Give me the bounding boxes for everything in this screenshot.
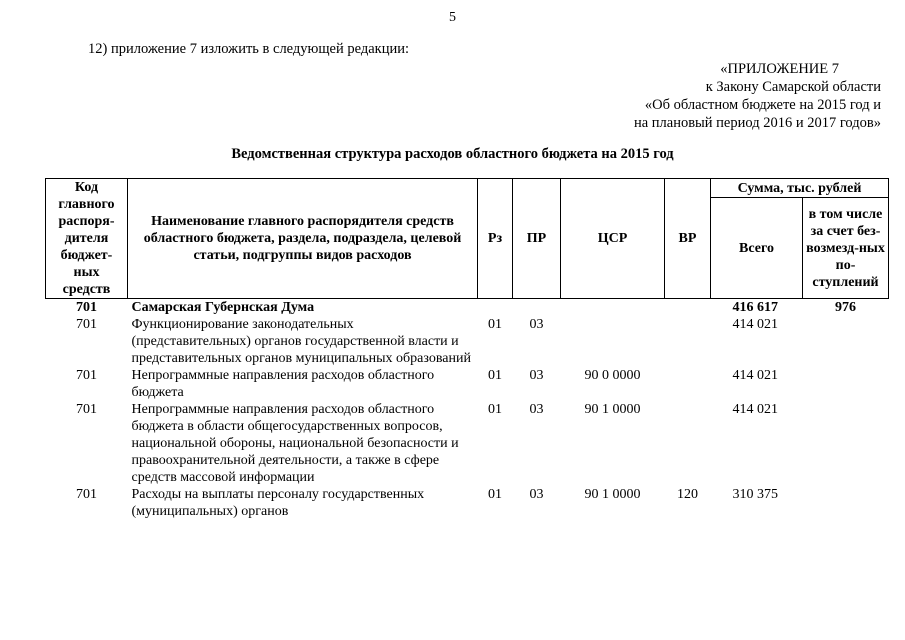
appendix-line: «Об областном бюджете на 2015 год и xyxy=(644,97,881,113)
cell-vr xyxy=(665,401,711,486)
cell-incl xyxy=(803,367,889,401)
budget-table xyxy=(45,178,889,520)
table-row xyxy=(46,486,889,520)
cell-name: Непрограммные направления расходов областного бюджета в области общегосударственных вопросов, национальной обороны, национальной безопасности и правоохранительной деятельности, а также в сфере средств массовой информации xyxy=(131,402,459,485)
cell-rz: 01 xyxy=(488,368,502,383)
header-name: Наименование главного распорядителя средств областного бюджета, раздела, подраздела, целевой статьи, подгруппы видов расходов xyxy=(128,179,478,299)
appendix-line: на плановый период 2016 и 2017 годов» xyxy=(633,115,881,131)
cell-code: 701 xyxy=(76,487,97,502)
header-code: Код главного распоря-дителя бюджет-ных средств xyxy=(46,179,128,299)
cell-rz xyxy=(478,299,513,317)
cell-pr: 03 xyxy=(529,317,544,332)
cell-total: 414 021 xyxy=(732,368,778,383)
cell-pr: 03 xyxy=(529,402,544,417)
header-sum-group: Сумма, тыс. рублей xyxy=(711,179,889,198)
cell-code: 701 xyxy=(76,402,97,417)
header-rz: Рз xyxy=(478,179,513,299)
cell-csr xyxy=(561,299,665,317)
cell-csr: 90 1 0000 xyxy=(584,402,641,417)
cell-total: 310 375 xyxy=(732,487,778,502)
cell-code: 701 xyxy=(76,368,97,383)
appendix-header xyxy=(634,60,881,132)
header-vr: ВР xyxy=(665,179,711,299)
cell-name: Расходы на выплаты персоналу государственных (муниципальных) органов xyxy=(131,487,425,519)
cell-rz: 01 xyxy=(488,402,502,417)
cell-incl xyxy=(803,401,889,486)
cell-csr: 90 1 0000 xyxy=(584,487,641,502)
cell-pr xyxy=(513,299,561,317)
cell-total: 414 021 xyxy=(732,402,778,417)
cell-incl xyxy=(803,486,889,520)
cell-csr xyxy=(561,316,665,367)
header-pr: ПР xyxy=(513,179,561,299)
header-total: Всего xyxy=(711,198,803,299)
table-body xyxy=(46,299,889,521)
cell-rz: 01 xyxy=(488,487,502,502)
header-csr: ЦСР xyxy=(561,179,665,299)
cell-name: Самарская Губернская Дума xyxy=(131,300,315,315)
table-row xyxy=(46,367,889,401)
cell-total: 414 021 xyxy=(732,317,778,332)
page-number: 5 xyxy=(449,10,456,25)
cell-incl: 976 xyxy=(835,300,856,315)
cell-pr: 03 xyxy=(529,487,544,502)
cell-pr: 03 xyxy=(529,368,544,383)
cell-vr xyxy=(665,299,711,317)
cell-name: Функционирование законодательных (представительных) органов государственной власти и представительных органов муниципальных образований xyxy=(131,317,471,366)
cell-name: Непрограммные направления расходов областного бюджета xyxy=(131,368,435,400)
table-row xyxy=(46,401,889,486)
header-incl: в том числе за счет без-возмезд-ных по-ступлений xyxy=(803,198,889,299)
table-row xyxy=(46,299,889,317)
appendix-line: «ПРИЛОЖЕНИЕ 7 xyxy=(720,61,839,77)
document-title: Ведомственная структура расходов областного бюджета на 2015 год xyxy=(231,146,674,162)
cell-code: 701 xyxy=(76,317,97,332)
cell-vr xyxy=(665,316,711,367)
cell-rz: 01 xyxy=(488,317,502,332)
cell-vr: 120 xyxy=(677,487,698,502)
cell-incl xyxy=(803,316,889,367)
cell-code: 701 xyxy=(76,300,97,315)
cell-vr xyxy=(665,367,711,401)
intro-text: 12) приложение 7 изложить в следующей редакции: xyxy=(88,41,410,57)
cell-total: 416 617 xyxy=(732,300,778,315)
appendix-line: к Закону Самарской области xyxy=(705,79,881,95)
table-row xyxy=(46,316,889,367)
cell-csr: 90 0 0000 xyxy=(584,368,641,383)
